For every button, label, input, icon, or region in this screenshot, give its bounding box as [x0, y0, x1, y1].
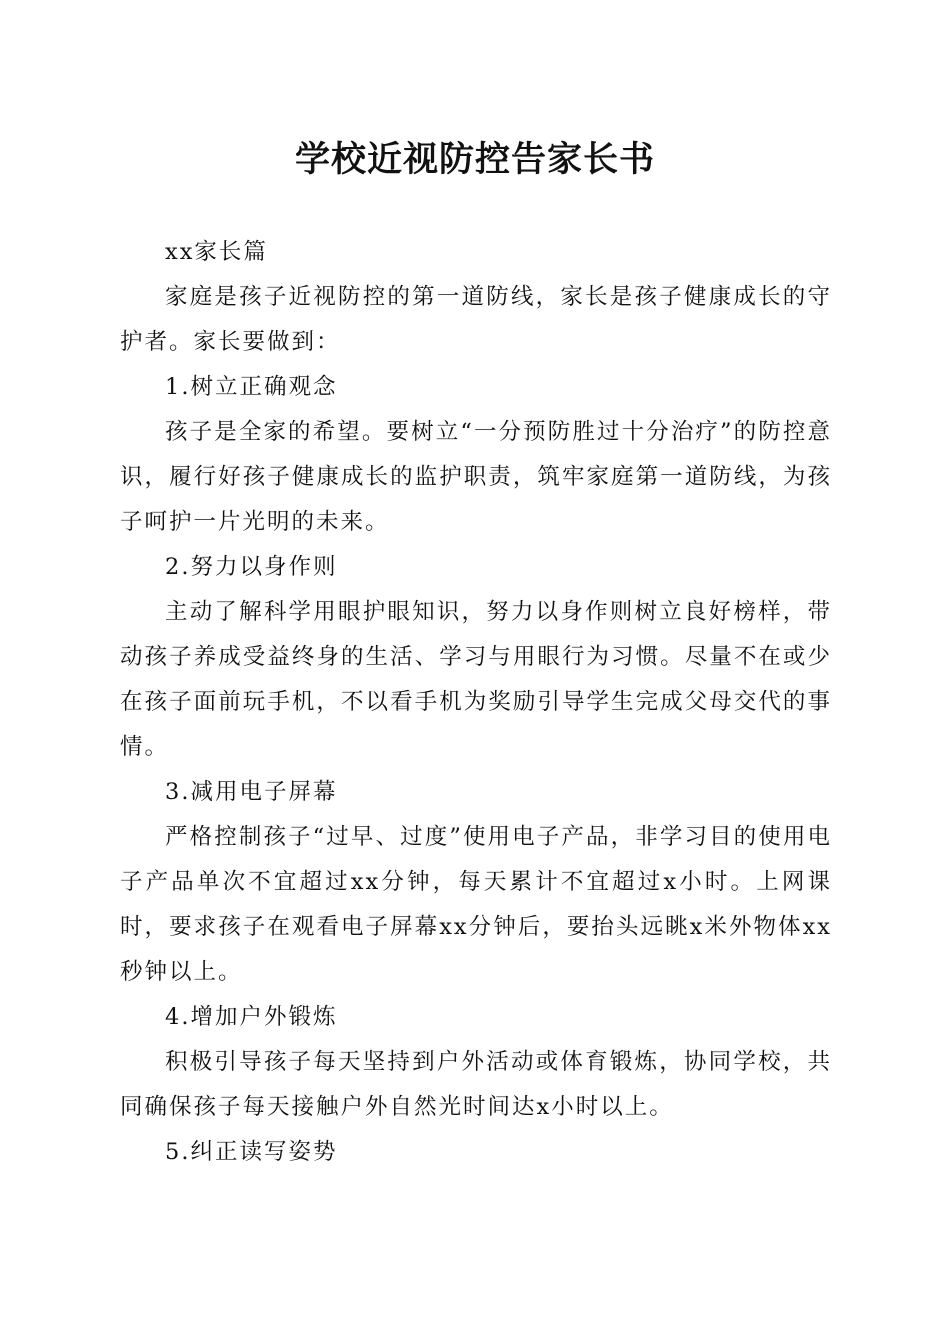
item-body-4: 积极引导孩子每天坚持到户外活动或体育锻炼，协同学校，共同确保孩子每天接触户外自然光时间达x小时以上。 — [120, 1049, 832, 1120]
item-body-2: 主动了解科学用眼护眼知识，努力以身作则树立良好榜样，带动孩子养成受益终身的生活、学习与用眼行为习惯。尽量不在或少在孩子面前玩手机，不以看手机为奖励引导学生完成父母交代的事情。 — [120, 599, 832, 760]
item-heading-1: 1.树立正确观念 — [165, 374, 338, 400]
item-heading-2: 2.努力以身作则 — [165, 554, 338, 580]
item-body-1: 孩子是全家的希望。要树立“一分预防胜过十分治疗”的防控意识，履行好孩子健康成长的监护职责，筑牢家庭第一道防线，为孩子呵护一片光明的未来。 — [120, 419, 832, 535]
item-heading-5: 5.纠正读写姿势 — [165, 1139, 338, 1165]
item-body-3: 严格控制孩子“过早、过度”使用电子产品，非学习目的使用电子产品单次不宜超过xx分钟，每天累计不宜超过x小时。上网课时，要求孩子在观看电子屏幕xx分钟后，要抬头远眺x米外物体xx秒钟以上。 — [120, 824, 832, 985]
document-title: 学校近视防控告家长书 — [294, 139, 655, 180]
item-heading-4: 4.增加户外锻炼 — [165, 1004, 338, 1030]
item-heading-3: 3.减用电子屏幕 — [165, 779, 338, 805]
document-body — [120, 230, 832, 1175]
section-heading-parents: xx家长篇 — [165, 239, 268, 265]
intro-paragraph: 家庭是孩子近视防控的第一道防线，家长是孩子健康成长的守护者。家长要做到： — [120, 284, 832, 355]
